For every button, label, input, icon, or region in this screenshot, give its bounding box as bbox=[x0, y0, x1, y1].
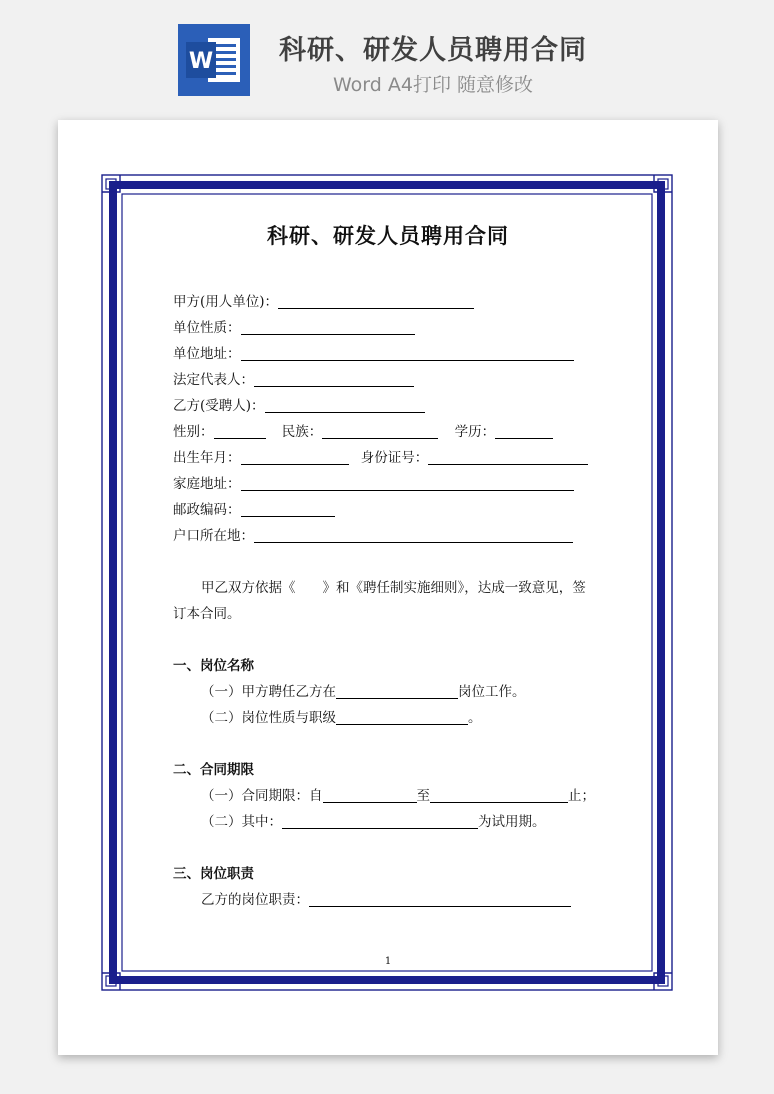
field-gender-ethnicity-education bbox=[173, 420, 553, 440]
item-text: 为试用期。 bbox=[478, 814, 546, 830]
item-text: 乙方的岗位职责： bbox=[201, 892, 309, 908]
item-text: 止； bbox=[568, 788, 595, 804]
section2-heading: 二、合同期限 bbox=[173, 762, 254, 778]
document-title: 科研、研发人员聘用合同 bbox=[267, 223, 509, 248]
field-label: 邮政编码： bbox=[173, 502, 241, 518]
item-text: （二）其中： bbox=[201, 814, 282, 830]
banner-subtitle: Word A4打印 随意修改 bbox=[332, 74, 533, 96]
document-page bbox=[58, 120, 718, 1055]
field-label: 民族： bbox=[281, 424, 323, 440]
field-label: 家庭地址： bbox=[173, 476, 241, 492]
blank-line[interactable] bbox=[254, 371, 414, 387]
blank-line[interactable] bbox=[241, 345, 574, 361]
header-banner bbox=[0, 0, 774, 110]
blank-line[interactable] bbox=[430, 787, 568, 803]
section2-item1 bbox=[201, 784, 595, 804]
banner-title: 科研、研发人员聘用合同 bbox=[279, 35, 587, 66]
item-text: （一）合同期限：自 bbox=[201, 788, 323, 804]
item-text: 岗位工作。 bbox=[458, 684, 526, 700]
item-text: （二）岗位性质与职级 bbox=[201, 710, 336, 726]
contract-body bbox=[58, 120, 718, 1055]
blank-line[interactable] bbox=[241, 501, 335, 517]
section3-heading: 三、岗位职责 bbox=[173, 866, 254, 882]
section1-item2 bbox=[201, 706, 482, 726]
field-unit-nature bbox=[173, 316, 415, 336]
intro-paragraph-line2: 订本合同。 bbox=[173, 606, 241, 622]
field-party-a bbox=[173, 290, 474, 310]
field-birth-id bbox=[173, 446, 588, 466]
field-party-b bbox=[173, 394, 425, 414]
intro-paragraph-line1: 甲乙双方依据《 》和《聘任制实施细则》，达成一致意见，签 bbox=[201, 580, 586, 596]
blank-line[interactable] bbox=[214, 423, 266, 439]
field-label: 单位性质： bbox=[173, 320, 241, 336]
item-text: 至 bbox=[416, 788, 430, 804]
svg-text:W: W bbox=[188, 49, 214, 74]
field-label: 身份证号： bbox=[360, 450, 429, 466]
field-label: 出生年月： bbox=[173, 450, 241, 466]
blank-line[interactable] bbox=[322, 423, 438, 439]
blank-line[interactable] bbox=[428, 449, 588, 465]
field-label: 法定代表人： bbox=[173, 372, 254, 388]
field-postcode bbox=[173, 498, 335, 518]
blank-line[interactable] bbox=[282, 813, 478, 829]
section2-item2 bbox=[201, 810, 546, 830]
field-label: 学历： bbox=[454, 424, 496, 440]
field-label: 单位地址： bbox=[173, 346, 241, 362]
word-doc-icon bbox=[178, 24, 250, 96]
section3-item1 bbox=[201, 888, 571, 908]
blank-line[interactable] bbox=[309, 891, 571, 907]
item-text: （一）甲方聘任乙方在 bbox=[201, 684, 336, 700]
field-legal-rep bbox=[173, 368, 414, 388]
blank-line[interactable] bbox=[265, 397, 425, 413]
blank-line[interactable] bbox=[495, 423, 553, 439]
field-label: 性别： bbox=[173, 424, 214, 440]
blank-line[interactable] bbox=[241, 319, 415, 335]
blank-line[interactable] bbox=[278, 293, 474, 309]
field-label: 户口所在地： bbox=[173, 528, 254, 544]
blank-line[interactable] bbox=[241, 449, 349, 465]
field-label: 甲方(用人单位)： bbox=[173, 294, 279, 310]
field-label: 乙方(受聘人)： bbox=[173, 398, 265, 414]
blank-line[interactable] bbox=[336, 683, 458, 699]
blank-line[interactable] bbox=[336, 709, 468, 725]
blank-line[interactable] bbox=[254, 527, 573, 543]
field-unit-address bbox=[173, 342, 574, 362]
section1-heading: 一、岗位名称 bbox=[173, 658, 254, 674]
blank-line[interactable] bbox=[323, 787, 417, 803]
page-number: 1 bbox=[384, 956, 392, 967]
blank-line[interactable] bbox=[241, 475, 574, 491]
field-hukou bbox=[173, 524, 573, 544]
item-text: 。 bbox=[468, 710, 482, 726]
section1-item1 bbox=[201, 680, 526, 700]
field-home-address bbox=[173, 472, 574, 492]
